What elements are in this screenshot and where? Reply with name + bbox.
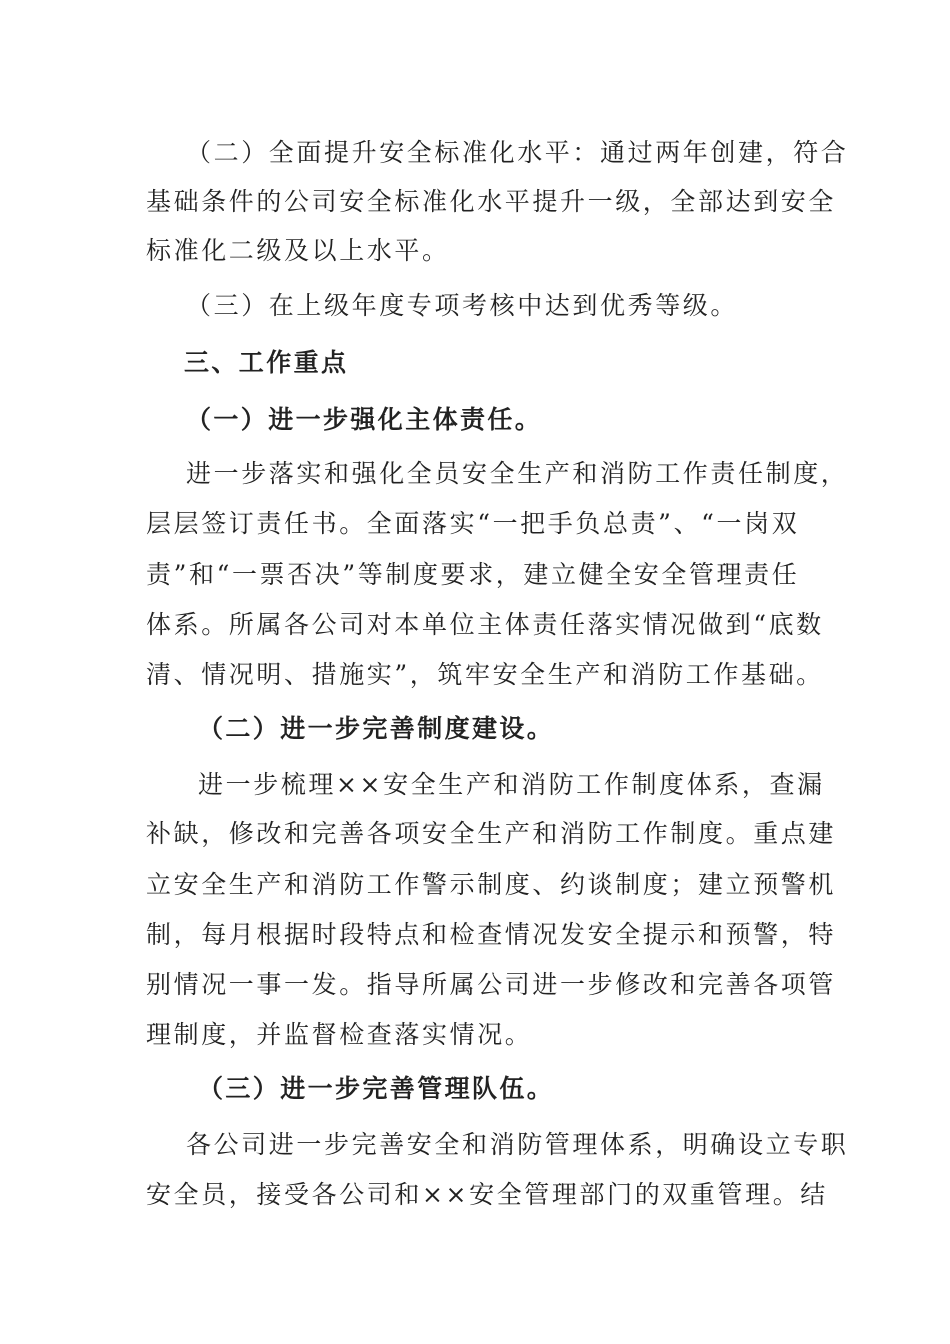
paragraph-line: 进一步落实和强化全员安全生产和消防工作责任制度， (186, 459, 849, 488)
paragraph-line: 体系。所属各公司对本单位主体责任落实情况做到“底数 (146, 610, 824, 639)
paragraph-line: 制，每月根据时段特点和检查情况发安全提示和预警，特 (146, 920, 837, 949)
paragraph-line: 标准化二级及以上水平。 (146, 236, 450, 265)
paragraph-line: 基础条件的公司安全标准化水平提升一级，全部达到安全 (146, 187, 837, 216)
paragraph-line: 立安全生产和消防工作警示制度、约谈制度；建立预警机 (146, 870, 837, 899)
paragraph-line: 安全员，接受各公司和××安全管理部门的双重管理。结 (146, 1180, 828, 1209)
section-heading: 三、工作重点 (184, 348, 349, 377)
paragraph-line: 补缺，修改和完善各项安全生产和消防工作制度。重点建 (146, 819, 837, 848)
subsection-heading: （三）进一步完善管理队伍。 (198, 1074, 555, 1103)
paragraph-line: 责”和“一票否决”等制度要求，建立健全安全管理责任 (146, 560, 800, 589)
paragraph-line: （三）在上级年度专项考核中达到优秀等级。 (186, 291, 739, 320)
subsection-heading: （二）进一步完善制度建设。 (198, 714, 555, 743)
paragraph-line: 层层签订责任书。全面落实“一把手负总责”、“一岗双 (146, 509, 800, 538)
paragraph-line: 清、情况明、措施实”，筑牢安全生产和消防工作基础。 (146, 660, 824, 689)
paragraph-line: 理制度，并监督检查落实情况。 (146, 1020, 533, 1049)
paragraph-line: 各公司进一步完善安全和消防管理体系，明确设立专职 (186, 1130, 849, 1159)
paragraph-line: （二）全面提升安全标准化水平：通过两年创建，符合 (186, 138, 849, 167)
subsection-heading: （一）进一步强化主体责任。 (186, 405, 543, 434)
paragraph-line: 进一步梳理××安全生产和消防工作制度体系，查漏 (198, 770, 825, 799)
paragraph-line: 别情况一事一发。指导所属公司进一步修改和完善各项管 (146, 970, 837, 999)
